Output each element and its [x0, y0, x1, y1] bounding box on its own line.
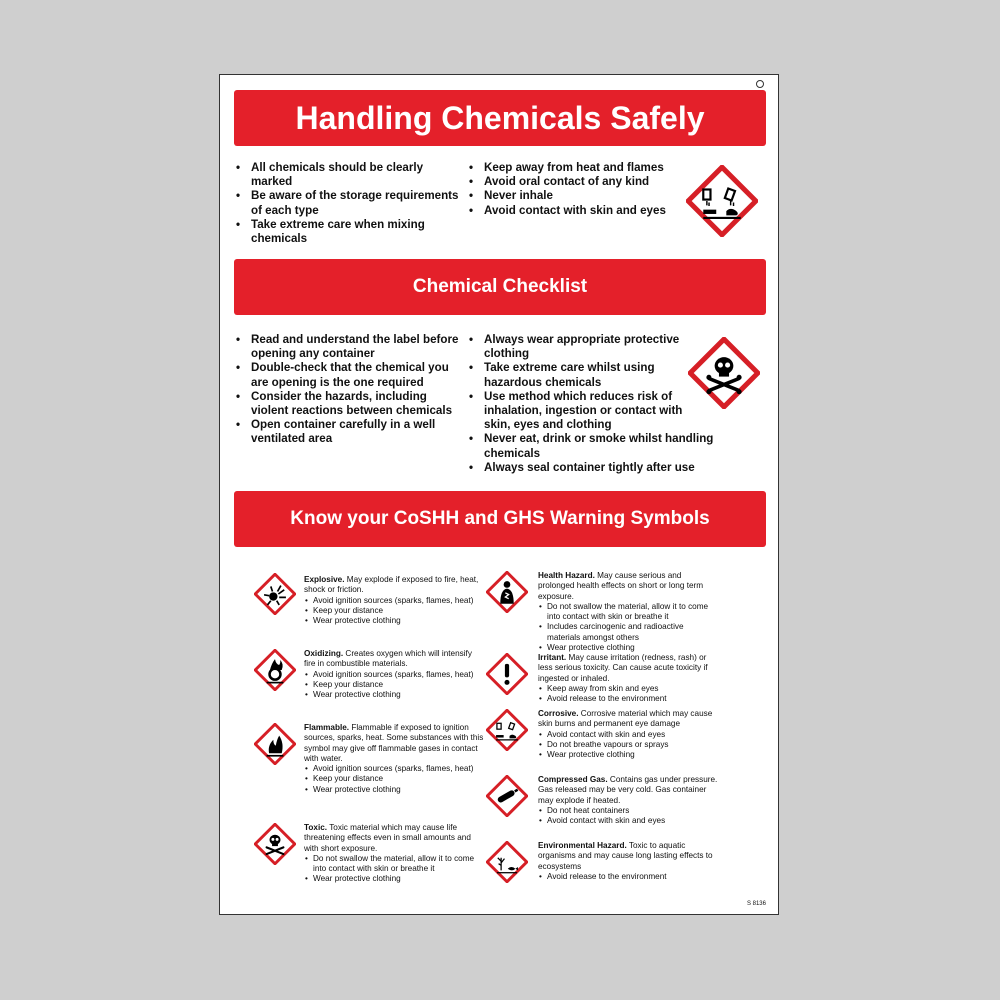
- fixing-hole: [756, 80, 764, 88]
- hazard-title: Health Hazard.: [538, 571, 595, 580]
- explosive-icon: [254, 573, 296, 615]
- hazard-description: Flammable if exposed to ignition sources, sparks, heat. Some substances with this symbol may give off flammable gases in contact with water.: [304, 723, 484, 763]
- hazard-description: May cause serious and prolonged health effects on short or long term exposure.: [538, 571, 704, 601]
- hazard-description: Toxic material which may cause life threatening effects even in small amounts and with short exposure.: [304, 823, 471, 853]
- list-item: • Never inhale: [467, 189, 682, 203]
- list-item: • Avoid contact with skin and eyes: [538, 730, 718, 740]
- list-item: • Wear protective clothing: [538, 643, 718, 653]
- hazard-title: Explosive.: [304, 575, 345, 584]
- list-item: • Take extreme care when mixing chemicals: [234, 218, 462, 246]
- hazard-compressed-gas: [538, 775, 718, 826]
- list-item: • Wear protective clothing: [304, 616, 484, 626]
- list-item: • Keep your distance: [304, 680, 484, 690]
- exclamation-icon: [486, 653, 528, 695]
- list-item: • Always wear appropriate protective clothing: [467, 333, 704, 361]
- checklist-heading: Chemical Checklist: [234, 259, 766, 315]
- symbols-heading: Know your CoSHH and GHS Warning Symbols: [234, 491, 766, 547]
- hazard-description: May cause irritation (redness, rash) or less serious toxicity. Can cause acute toxicity if ingested or inhaled.: [538, 653, 708, 683]
- list-item: • Keep your distance: [304, 774, 484, 784]
- hazard-description: Creates oxygen which will intensify fire in combustible materials.: [304, 649, 472, 669]
- list-item: • Avoid ignition sources (sparks, flames, heat): [304, 764, 484, 774]
- list-item: • Avoid contact with skin and eyes: [538, 816, 718, 826]
- list-item: • Includes carcinogenic and radioactive materials amongst others: [538, 622, 718, 643]
- corrosive-icon: [686, 165, 758, 237]
- list-item: • Avoid oral contact of any kind: [467, 175, 682, 189]
- flammable-icon: [254, 723, 296, 765]
- list-item: • Avoid release to the environment: [538, 872, 718, 882]
- hazard-health: [538, 571, 718, 653]
- list-item: • Keep away from heat and flames: [467, 161, 682, 175]
- hazard-description: Toxic to aquatic organisms and may cause long lasting effects to ecosystems: [538, 841, 713, 871]
- checklist-left-list: [234, 333, 462, 447]
- list-item: • Consider the hazards, including violent reactions between chemicals: [234, 390, 462, 418]
- list-item: • Avoid release to the environment: [538, 694, 718, 704]
- list-item: • Be aware of the storage requirements of each type: [234, 189, 462, 217]
- corrosive-icon: [486, 709, 528, 751]
- hazard-irritant: [538, 653, 718, 704]
- safety-poster: [219, 74, 779, 915]
- list-item: • Wear protective clothing: [304, 690, 484, 700]
- hazard-description: May explode if exposed to fire, heat, shock or friction.: [304, 575, 479, 595]
- poster-title: Handling Chemicals Safely: [234, 90, 766, 146]
- list-item: • Avoid ignition sources (sparks, flames, heat): [304, 670, 484, 680]
- list-item: • Avoid ignition sources (sparks, flames, heat): [304, 596, 484, 606]
- intro-right-list: [467, 161, 682, 218]
- list-item: • Do not swallow the material, allow it to come into contact with skin or breathe it: [538, 602, 718, 623]
- list-item: • Keep away from skin and eyes: [538, 684, 718, 694]
- list-item: • Take extreme care whilst using hazardous chemicals: [467, 361, 704, 389]
- hazard-title: Environmental Hazard.: [538, 841, 627, 850]
- list-item: • Wear protective clothing: [304, 874, 484, 884]
- toxic-icon: [688, 337, 760, 409]
- list-item: • Always seal container tightly after use: [467, 461, 729, 475]
- hazard-environmental: [538, 841, 718, 882]
- hazard-corrosive: [538, 709, 718, 760]
- hazard-toxic: [304, 823, 484, 885]
- list-item: • Never eat, drink or smoke whilst handling chemicals: [467, 432, 729, 460]
- hazard-title: Oxidizing.: [304, 649, 344, 658]
- hazard-explosive: [304, 575, 484, 626]
- hazard-title: Flammable.: [304, 723, 350, 732]
- list-item: • Do not swallow the material, allow it to come into contact with skin or breathe it: [304, 854, 484, 875]
- list-item: • Wear protective clothing: [538, 750, 718, 760]
- list-item: • Double-check that the chemical you are opening is the one required: [234, 361, 462, 389]
- list-item: • Avoid contact with skin and eyes: [467, 204, 682, 218]
- intro-left-list: [234, 161, 462, 246]
- hazard-description: Corrosive material which may cause skin burns and permanent eye damage: [538, 709, 713, 729]
- environment-icon: [486, 841, 528, 883]
- list-item: • Do not heat containers: [538, 806, 718, 816]
- hazard-description: Contains gas under pressure. Gas released may be very cold. Gas container may explode if heated.: [538, 775, 718, 805]
- list-item: • Do not breathe vapours or sprays: [538, 740, 718, 750]
- hazard-title: Irritant.: [538, 653, 567, 662]
- list-item: • Use method which reduces risk of inhalation, ingestion or contact with skin, eyes and clothing: [467, 390, 694, 433]
- hazard-title: Toxic.: [304, 823, 328, 832]
- health-hazard-icon: [486, 571, 528, 613]
- toxic-icon: [254, 823, 296, 865]
- hazard-flammable: [304, 723, 484, 795]
- list-item: • All chemicals should be clearly marked: [234, 161, 462, 189]
- list-item: • Read and understand the label before opening any container: [234, 333, 462, 361]
- hazard-title: Compressed Gas.: [538, 775, 608, 784]
- hazard-oxidizing: [304, 649, 484, 700]
- product-code: S 8136: [746, 901, 766, 907]
- list-item: • Keep your distance: [304, 606, 484, 616]
- hazard-title: Corrosive.: [538, 709, 579, 718]
- oxidizing-icon: [254, 649, 296, 691]
- list-item: • Open container carefully in a well ventilated area: [234, 418, 462, 446]
- list-item: • Wear protective clothing: [304, 785, 484, 795]
- gas-cylinder-icon: [486, 775, 528, 817]
